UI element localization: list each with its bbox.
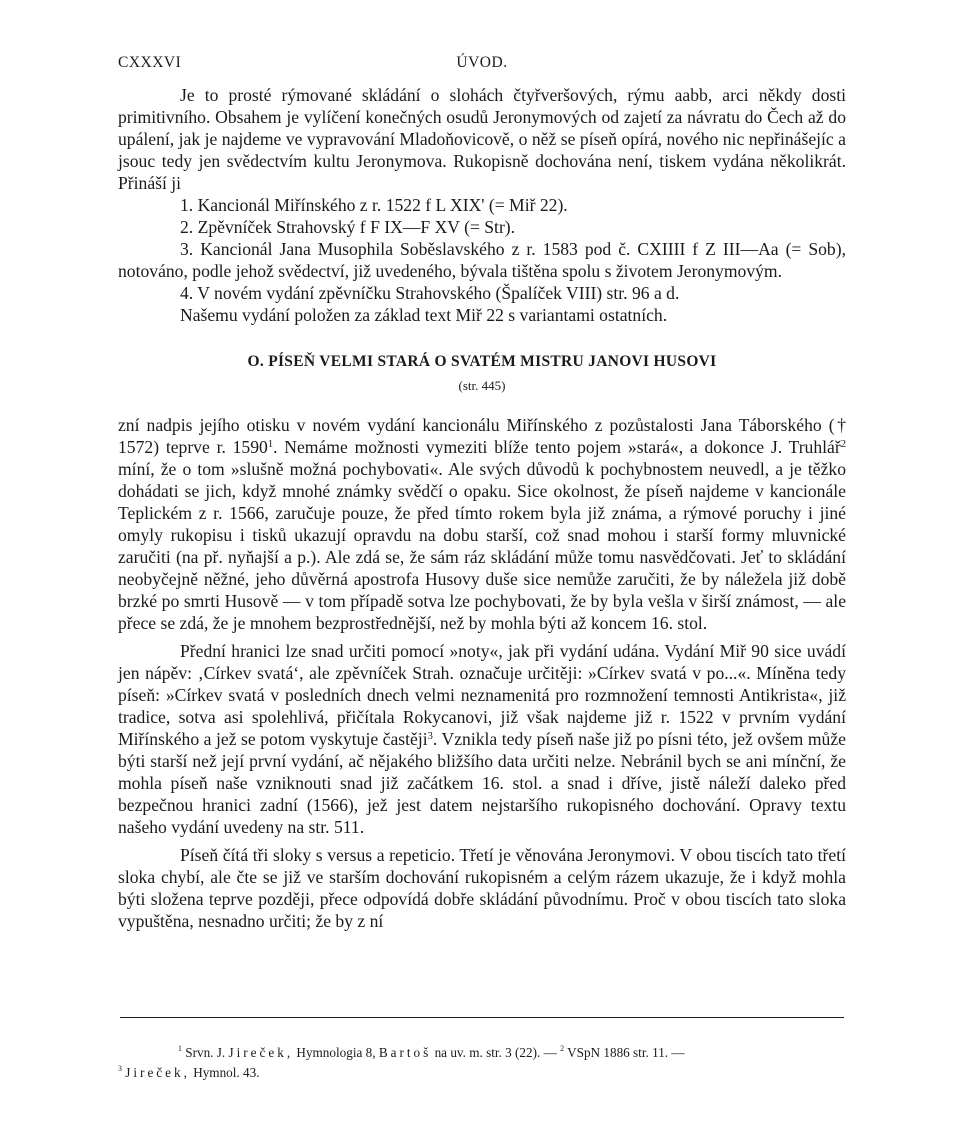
paragraph-text: . Vznikla tedy píseň naše již po písni této, jež ovšem může býti starší než její první vydání, ač nějakého bližšího data určiti nelze. Nebránil bych se ani mínční, že mohla píseň naše vzniknouti snad již začátkem 16. stol. a snad i dříve, jistě náleží daleko před bezpečnou hranici zadní (1566), jež jest datem nejstaršího rukopisného dochování. Opravy textu našeho vydání uvedeny na str. 511. [118,729,846,837]
footnote-text: VSpN 1886 str. 11. — [567,1045,685,1060]
footnote-line [118,1043,846,1063]
footnote-mark: 1 [178,1044,182,1053]
closing-paragraph: Našemu vydání položen za základ text Miř 22 s variantami ostatních. [180,305,668,325]
section-title: O. PÍSEŇ VELMI STARÁ O SVATÉM MISTRU JANOVI HUSOVI [247,353,717,370]
paragraph [118,414,846,634]
list-item: 1. Kancionál Miřínského z r. 1522 f L XIX' (= Miř 22). [180,195,568,215]
paragraph-text: . Nemáme možnosti vymeziti blíže tento pojem »stará«, a dokonce J. Truhlář [273,437,841,457]
footnotes [118,1043,846,1083]
footnote-ref: 1 [267,439,274,450]
paragraph-text: zní nadpis jejího otisku v novém vydání kancionálu Miřínského z pozůstalosti Jana Táborského († 1572) teprve r. 1590 [118,415,846,457]
main-text [118,84,846,932]
running-head [118,54,846,76]
footnote-text: Hymnol. 43. [193,1065,260,1080]
paragraph-text: Přední hranici lze snad určiti pomocí »noty«, jak při vydání udána. Vydání Miř 90 sice uvádí jen nápěv: ‚Církev svatá‘, ale zpěvníček Strah. označuje určitěji: »Církev svatá v po...«. Míněna tedy píseň: »Církev svatá v posledních dnech velmi neznamenitá pro rozmnožení temnosti Antikrista«, již tradice, sotva asi spolehlivá, přičítala Rokycanovi, již však najdeme již r. 1522 v prvním vydání Miřínského a jež se potom vyskytuje častěji [118,641,846,749]
footnote-text: na uv. m. str. 3 (22). — [434,1045,557,1060]
section-body [118,414,846,932]
paragraph [118,640,846,838]
paragraph: Píseň čítá tři sloky s versus a repeticio. Třetí je věnována Jeronymovi. V obou tiscích tato třetí sloka chybí, ale čte se již ve starším dochování rukopisném a celým rázem ukazuje, že i když mohla býti složena teprve později, přece odpovídá dobře skládání původnímu. Proč v obou tiscích tato sloka vypuštěna, nesnadno určiti; že by z ní [118,845,846,931]
list-item: 4. V novém vydání zpěvníčku Strahovského (Špalíček VIII) str. 96 a d. [180,283,680,303]
footnote-rule [120,1017,844,1018]
footnote-text: Hymnologia 8, [296,1045,376,1060]
section-heading [118,352,846,396]
list-item: 2. Zpěvníček Strahovský f F IX—F XV (= Str). [180,217,516,237]
footnote-mark: 2 [560,1044,565,1053]
running-title: ÚVOD. [456,54,508,71]
footnote-ref: 2 [840,439,846,450]
section-page-ref: (str. 445) [458,378,506,393]
footnote-ref: 3 [427,731,433,742]
footnote-author: Jireček, [125,1065,190,1080]
paragraph-text: míní, že o tom »slušně možná pochybovati«. Ale svých důvodů k pochybnostem neuvedl, a je těžko dohádati se jich, když mnohé známky svědčí o opaku. Sice okolnost, že píseň najdeme v kancionále Teplickém z r. 1566, zaručuje pouze, že před tímto rokem byla již známa, a rýmové poruchy i jiné omyly rukopisu i tisků ukazují opravdu na dobu starší, což snad mohou i starší formy mluvnické zaručiti (na př. nyňajší a p.). Ale zdá se, že sám ráz skládání může tomu nasvědčovati. Jeť to skládání neobyčejně něžné, jeho důvěrná apostrofa Husovy duše sice nemůže zaručiti, že by náležela již době brzké po smrti Husově — v tom případě sotva lze pochybovati, že by byla vešla v širší známost, — ale přece se zdá, že je mnohem bezprostřednější, než by mohla býti až koncem 16. stol. [118,459,846,633]
page-number: CXXXVI [118,54,182,71]
footnote-line [118,1063,846,1083]
footnote-text: Srvn. J. [185,1045,226,1060]
footnote-author: Bartoš [378,1045,432,1060]
footnote-author: Jireček, [228,1045,294,1060]
intro-paragraph: Je to prosté rýmované skládání o slohách čtyřveršových, rýmu aabb, arci někdy dosti primitivního. Obsahem je vylíčení konečných osudů Jeronymových od zajetí za návratu do Čech až do upálení, jak je najdeme ve vypravování Mladoňovicově, o něž se píseň opírá, nového nic nepřinášejíc a jsouc tedy jen svědectvím kultu Jeronymova. Rukopisně dochována není, tiskem vydána několikrát. Přináší ji [118,85,846,193]
list-item: 3. Kancionál Jana Musophila Soběslavského z r. 1583 pod č. CXIIII f Z III—Aa (= Sob), notováno, podle jehož svědectví, již uvedeného, bývala tištěna spolu s životem Jeronymovým. [118,239,846,281]
footnote-mark: 3 [118,1064,122,1073]
